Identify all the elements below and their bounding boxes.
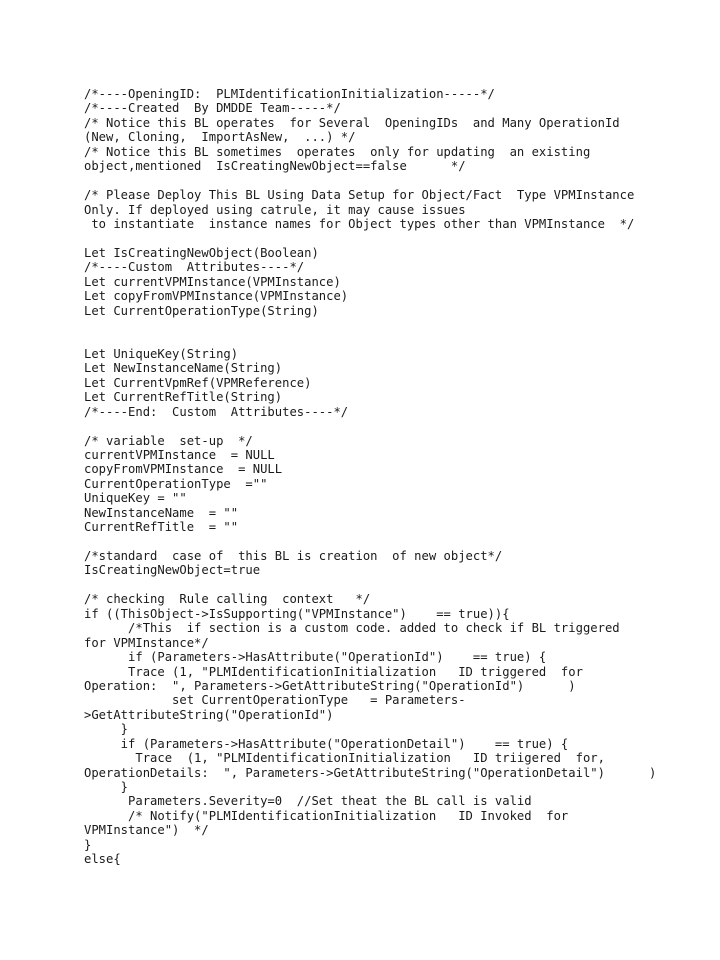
code-line: NewInstanceName = "" xyxy=(84,505,239,520)
code-line: if (Parameters->HasAttribute("OperationId") == true) { xyxy=(84,650,547,665)
code-line: Trace (1, "PLMIdentificationInitialization ID triggered for xyxy=(84,664,583,679)
code-line: UniqueKey = "" xyxy=(84,491,187,506)
code-line: Only. If deployed using catrule, it may cause issues xyxy=(84,202,466,217)
code-line: } xyxy=(84,780,129,794)
code-line: copyFromVPMInstance = NULL xyxy=(84,462,283,477)
code-line: Operation: ", Parameters->GetAttributeString("OperationId") ) xyxy=(84,678,576,693)
code-line: /* Notice this BL operates for Several OpeningIDs and Many OperationId xyxy=(84,115,620,130)
code-line: } xyxy=(84,837,92,852)
code-line: /* checking Rule calling context */ xyxy=(84,592,371,607)
code-line: to instantiate instance names for Object types other than VPMInstance */ xyxy=(84,216,635,231)
code-line: /*----Created By DMDDE Team-----*/ xyxy=(84,101,341,116)
code-line: IsCreatingNewObject=true xyxy=(84,563,261,578)
code-line: OperationDetails: ", Parameters->GetAttributeString("OperationDetail") ) xyxy=(84,765,657,780)
code-line: CurrentRefTitle = "" xyxy=(84,520,239,535)
code-line xyxy=(84,174,656,188)
code-line xyxy=(84,231,656,245)
code-line: } xyxy=(84,722,129,737)
code-line: for VPMInstance*/ xyxy=(84,635,209,650)
code-line: Let copyFromVPMInstance(VPMInstance) xyxy=(84,289,349,304)
code-line: /* Notify("PLMIdentificationInitialization ID Invoked for xyxy=(84,808,569,823)
code-listing xyxy=(84,87,656,867)
code-line: Let CurrentRefTitle(String) xyxy=(84,390,283,405)
code-line: if ((ThisObject->IsSupporting("VPMInstance") == true)){ xyxy=(84,606,510,621)
code-line: Trace (1, "PLMIdentificationInitialization ID triigered for, xyxy=(84,751,605,766)
code-line: /*standard case of this BL is creation of new object*/ xyxy=(84,549,503,563)
code-line: /*This if section is a custom code. added to check if BL triggered xyxy=(84,621,620,636)
code-line: Parameters.Severity=0 //Set theat the BL call is valid xyxy=(84,794,532,809)
code-line xyxy=(84,332,656,346)
code-line: VPMInstance") */ xyxy=(84,823,209,838)
code-line: /*----Custom Attributes----*/ xyxy=(84,260,305,275)
code-line: (New, Cloning, ImportAsNew, ...) */ xyxy=(84,130,356,145)
code-line: /*----End: Custom Attributes----*/ xyxy=(84,404,349,419)
code-line: Let CurrentOperationType(String) xyxy=(84,303,319,318)
code-line: else{ xyxy=(84,852,121,867)
code-line: if (Parameters->HasAttribute("OperationDetail") == true) { xyxy=(84,736,569,751)
code-line xyxy=(84,535,656,549)
code-line: set CurrentOperationType = Parameters- xyxy=(84,693,466,708)
code-line: Let currentVPMInstance(VPMInstance) xyxy=(84,274,341,289)
code-line: Let UniqueKey(String) xyxy=(84,346,239,361)
code-line: /*----OpeningID: PLMIdentificationInitialization-----*/ xyxy=(84,87,495,101)
code-line: /* Notice this BL sometimes operates only for updating an existing xyxy=(84,144,591,159)
code-line: CurrentOperationType ="" xyxy=(84,476,268,491)
code-line xyxy=(84,419,656,433)
code-line xyxy=(84,318,656,332)
code-line: >GetAttributeString("OperationId") xyxy=(84,707,334,722)
code-line: Let CurrentVpmRef(VPMReference) xyxy=(84,375,312,390)
code-line: object,mentioned IsCreatingNewObject==false */ xyxy=(84,159,466,174)
code-line: /* Please Deploy This BL Using Data Setup for Object/Fact Type VPMInstance xyxy=(84,188,635,203)
code-line: /* variable set-up */ xyxy=(84,433,253,448)
code-line xyxy=(84,578,656,592)
code-line: currentVPMInstance = NULL xyxy=(84,447,275,462)
code-line: Let IsCreatingNewObject(Boolean) xyxy=(84,245,319,260)
code-line: Let NewInstanceName(String) xyxy=(84,361,283,376)
